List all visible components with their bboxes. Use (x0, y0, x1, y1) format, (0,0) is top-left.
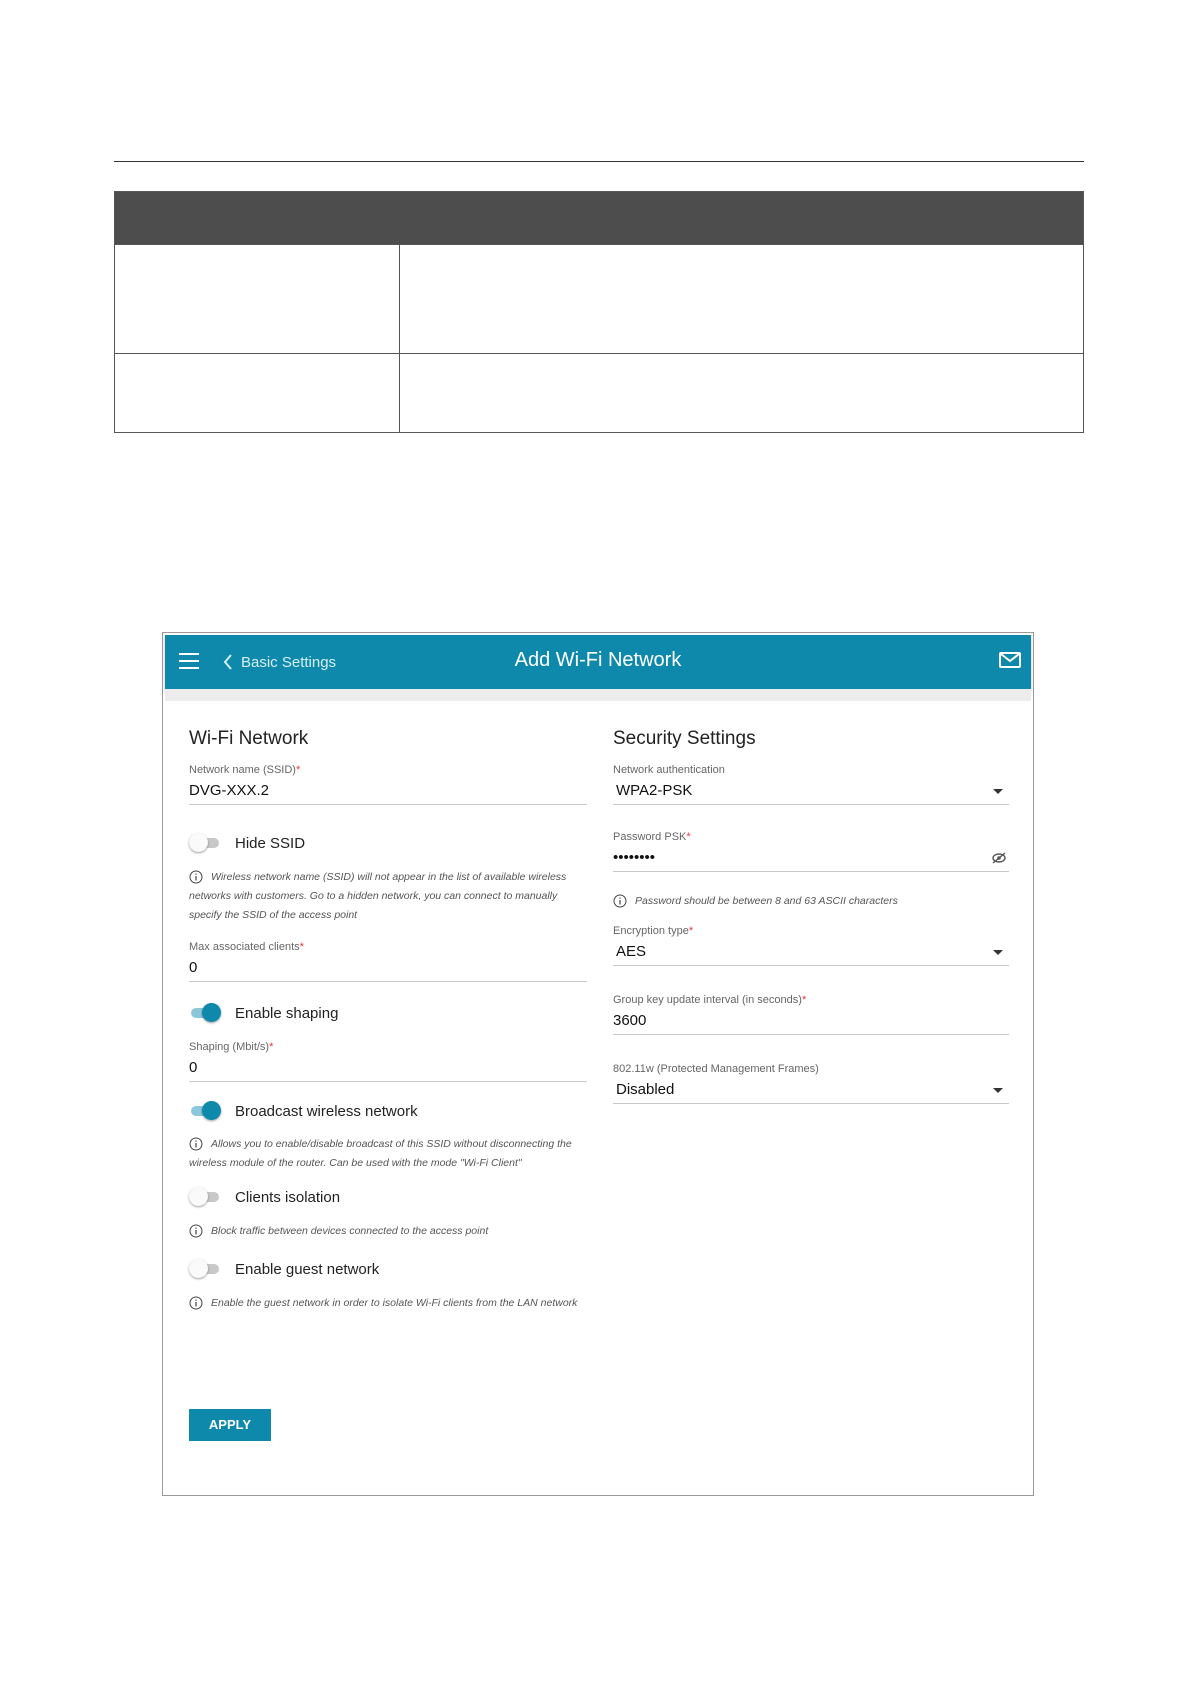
psk-hint: Password should be between 8 and 63 ASCII characters (613, 892, 1009, 911)
document-table (114, 191, 1084, 433)
caret-down-icon (993, 789, 1003, 794)
app-bar-shadow (165, 689, 1031, 701)
encryption-label: Encryption type (613, 925, 689, 937)
pmf-select[interactable] (613, 1063, 1009, 1104)
group-key-label: Group key update interval (in seconds) (613, 994, 802, 1006)
guest-hint: Enable the guest network in order to isolate Wi-Fi clients from the LAN network (189, 1294, 587, 1313)
settings-screenshot (162, 632, 1034, 1496)
broadcast-hint: Allows you to enable/disable broadcast of this SSID without disconnecting the wireless module of the router. Can be used with the mode "Wi-Fi Client" (189, 1138, 572, 1169)
wifi-network-section (189, 728, 587, 1313)
broadcast-row (189, 1099, 587, 1123)
encryption-select[interactable]: Encryption type* AES (613, 925, 1009, 966)
app-bar (165, 635, 1031, 689)
max-clients-label: Max associated clients (189, 941, 300, 953)
page-title: Add Wi-Fi Network (514, 649, 682, 671)
max-clients-input[interactable]: 0 (189, 955, 587, 982)
isolation-hint: Block traffic between devices connected to the access point (189, 1222, 587, 1241)
apply-button[interactable]: APPLY (189, 1409, 271, 1441)
info-icon (189, 1224, 203, 1238)
auth-label: Network authentication (613, 764, 725, 776)
security-settings-section (613, 728, 1009, 1104)
guest-label: Enable guest network (235, 1260, 380, 1278)
pmf-label: 802.11w (Protected Management Frames) (613, 1063, 819, 1075)
max-clients-field[interactable]: Max associated clients* 0 (189, 941, 587, 982)
info-icon (613, 894, 627, 908)
guest-row (189, 1257, 587, 1281)
encryption-value: AES (616, 943, 647, 960)
mail-icon[interactable] (999, 651, 1021, 669)
psk-field[interactable]: Password PSK* •••••••• (613, 831, 1009, 872)
section-title: Wi-Fi Network (189, 728, 309, 749)
enable-shaping-toggle[interactable] (189, 1002, 221, 1024)
broadcast-label: Broadcast wireless network (235, 1102, 418, 1120)
shaping-label: Shaping (Mbit/s) (189, 1041, 270, 1053)
caret-down-icon (993, 950, 1003, 955)
psk-input: •••••••• (613, 849, 656, 866)
hide-ssid-label: Hide SSID (235, 834, 306, 852)
group-key-field[interactable]: Group key update interval (in seconds)* 3600 (613, 994, 1009, 1035)
back-label: Basic Settings (241, 653, 337, 671)
eye-off-icon[interactable] (991, 851, 1007, 865)
caret-down-icon (993, 1088, 1003, 1093)
section-title: Security Settings (613, 728, 756, 749)
pmf-value: Disabled (616, 1081, 675, 1098)
info-icon (189, 1137, 203, 1151)
hide-ssid-hint: Wireless network name (SSID) will not appear in the list of available wireless networks with customers. Go to a hidden network, you can connect to manually specify the SSID of the access point (189, 871, 567, 921)
isolation-label: Clients isolation (235, 1188, 341, 1206)
ssid-field[interactable]: Network name (SSID)* DVG-XXX.2 (189, 764, 587, 805)
isolation-row (189, 1185, 587, 1209)
psk-label: Password PSK (613, 831, 687, 843)
ssid-label: Network name (SSID) (189, 764, 296, 776)
enable-shaping-row (189, 1001, 587, 1025)
group-key-input[interactable]: 3600 (613, 1008, 1009, 1035)
page-header-rule (114, 161, 1084, 162)
hide-ssid-row (189, 831, 587, 855)
info-icon (189, 1296, 203, 1310)
shaping-field[interactable]: Shaping (Mbit/s)* 0 (189, 1041, 587, 1082)
isolation-toggle[interactable] (189, 1186, 221, 1208)
table-row (115, 245, 1084, 354)
table-header-row (115, 192, 1084, 245)
enable-shaping-label: Enable shaping (235, 1004, 339, 1022)
info-icon (189, 870, 203, 884)
auth-select[interactable] (613, 764, 1009, 805)
shaping-input[interactable]: 0 (189, 1055, 587, 1082)
hide-ssid-toggle[interactable] (189, 832, 221, 854)
guest-toggle[interactable] (189, 1258, 221, 1280)
broadcast-toggle[interactable] (189, 1100, 221, 1122)
auth-value: WPA2-PSK (616, 782, 693, 799)
table-row (115, 354, 1084, 433)
ssid-input[interactable]: DVG-XXX.2 (189, 778, 587, 805)
